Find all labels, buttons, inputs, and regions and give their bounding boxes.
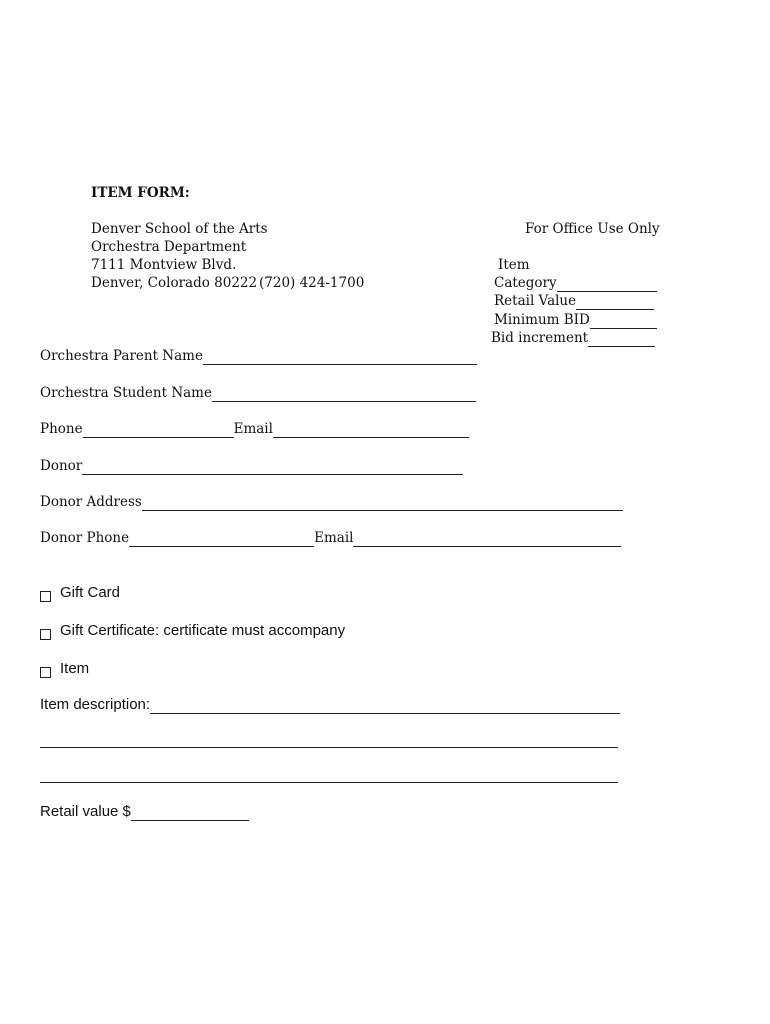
city-state-zip: Denver, Colorado 80222 <box>91 275 258 291</box>
parent-name-field[interactable] <box>203 351 477 365</box>
item-description-label: Item description: <box>40 696 151 713</box>
email-label: Email <box>233 421 273 437</box>
office-category-field[interactable] <box>557 278 657 292</box>
item-description-line-3[interactable] <box>40 782 618 783</box>
donor-address-field[interactable] <box>142 497 623 511</box>
office-item-label: Item <box>498 257 530 273</box>
office-category-row <box>494 274 657 292</box>
donor-phone-field[interactable] <box>129 533 314 547</box>
gift-certificate-label: Gift Certificate: certificate must accompany <box>60 622 346 639</box>
gift-card-option[interactable] <box>40 584 120 602</box>
gift-card-checkbox[interactable] <box>40 591 51 602</box>
parent-name-row <box>40 347 477 365</box>
retail-value-field[interactable] <box>131 807 249 821</box>
gift-certificate-checkbox[interactable] <box>40 629 51 640</box>
phone-email-row <box>40 420 469 438</box>
office-bid-increment-row <box>491 329 655 347</box>
school-phone: (720) 424-1700 <box>259 275 365 291</box>
retail-value-label: Retail value $ <box>40 803 131 820</box>
gift-card-label: Gift Card <box>60 584 121 601</box>
item-option-label: Item <box>60 660 90 677</box>
phone-field[interactable] <box>83 424 234 438</box>
office-bid-increment-field[interactable] <box>588 333 655 347</box>
department-name: Orchestra Department <box>91 239 247 255</box>
student-name-label: Orchestra Student Name <box>40 385 212 401</box>
donor-field[interactable] <box>82 461 463 475</box>
email-field[interactable] <box>273 424 469 438</box>
office-minimum-bid-row <box>494 311 657 329</box>
office-retail-value-label: Retail Value <box>494 293 577 309</box>
item-description-row <box>40 696 620 714</box>
parent-name-label: Orchestra Parent Name <box>40 348 203 364</box>
retail-value-row <box>40 803 249 821</box>
office-minimum-bid-field[interactable] <box>590 315 657 329</box>
office-bid-increment-label: Bid increment <box>491 330 589 346</box>
phone-label: Phone <box>40 421 83 437</box>
item-description-field[interactable] <box>150 700 620 714</box>
office-retail-value-field[interactable] <box>576 296 654 310</box>
item-description-line-2[interactable] <box>40 747 618 748</box>
student-name-row <box>40 384 476 402</box>
student-name-field[interactable] <box>212 388 476 402</box>
office-retail-value-row <box>494 292 654 310</box>
office-minimum-bid-label: Minimum BID <box>494 312 590 328</box>
office-use-heading: For Office Use Only <box>525 221 660 237</box>
item-checkbox[interactable] <box>40 667 51 678</box>
school-name: Denver School of the Arts <box>91 221 268 237</box>
donor-email-field[interactable] <box>353 533 621 547</box>
donor-address-row <box>40 493 623 511</box>
donor-phone-label: Donor Phone <box>40 530 130 546</box>
street-address: 7111 Montview Blvd. <box>91 257 237 273</box>
item-option[interactable] <box>40 660 89 678</box>
office-category-label: Category <box>494 275 557 291</box>
donor-email-label: Email <box>314 530 354 546</box>
donor-phone-email-row <box>40 529 621 547</box>
gift-certificate-option[interactable] <box>40 622 345 640</box>
donor-label: Donor <box>40 458 83 474</box>
donor-address-label: Donor Address <box>40 494 142 510</box>
donor-row <box>40 457 463 475</box>
form-title: ITEM FORM: <box>91 185 190 201</box>
